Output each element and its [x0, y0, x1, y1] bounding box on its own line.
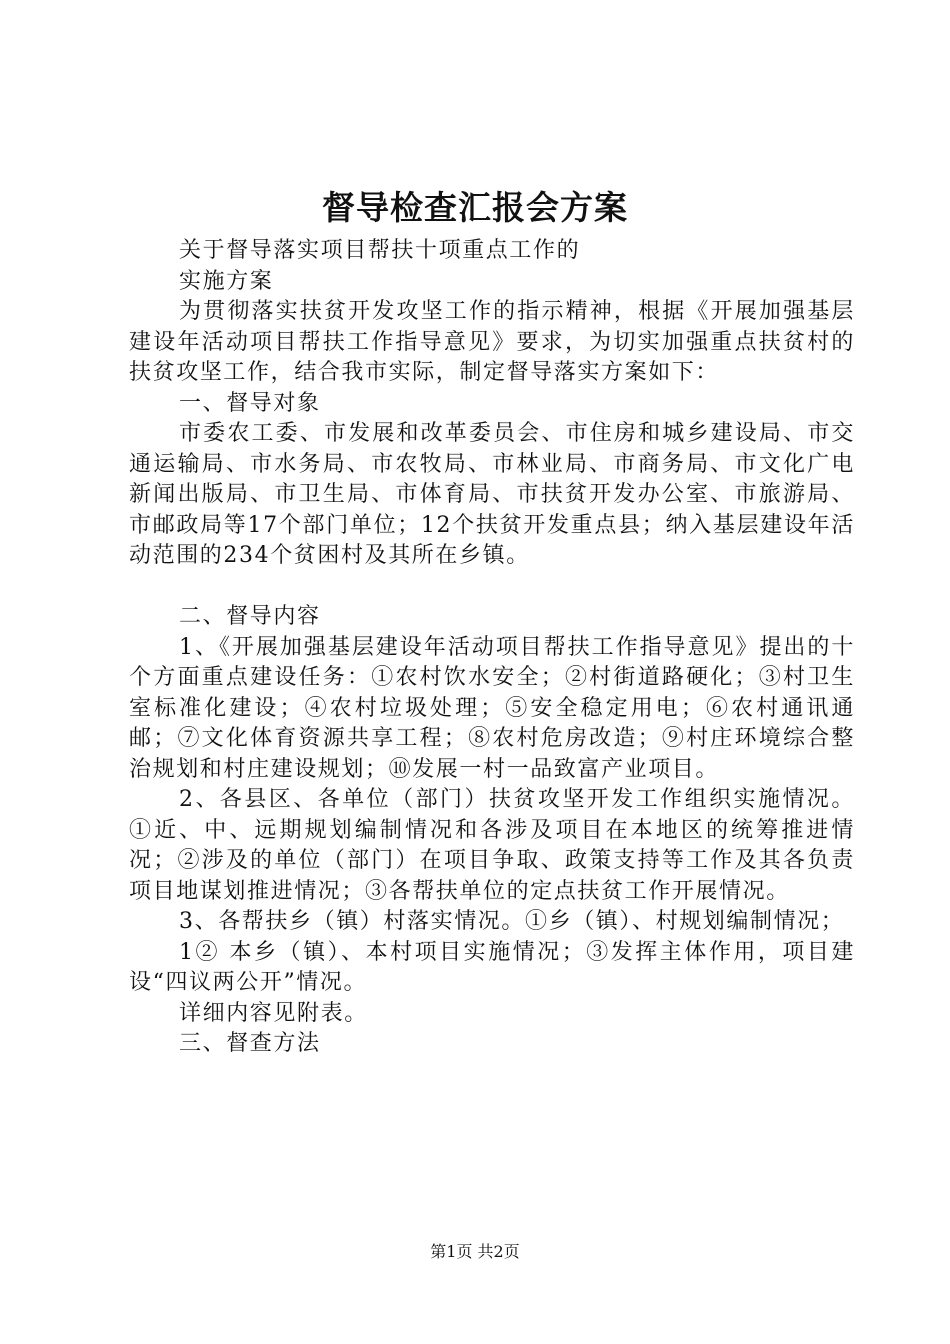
content-item-1: 1、《开展加强基层建设年活动项目帮扶工作指导意见》提出的十个方面重点建设任务：①农村饮水安全；②村街道路硬化；③村卫生室标准化建设；④农村垃圾处理；⑤安全稳定用电；⑥农村通讯通邮；⑦文化体育资源共享工程；⑧农村危房改造；⑨村庄环境综合整治规划和村庄建设规划；⑩发展一村一品致富产业项目。 — [129, 634, 855, 782]
subtitle-line-1: 关于督导落实项目帮扶十项重点工作的 — [179, 238, 581, 263]
document-body — [129, 236, 855, 1060]
paragraph-gap — [129, 572, 855, 603]
section-1-paragraph: 市委农工委、市发展和改革委员会、市住房和城乡建设局、市交通运输局、市水务局、市农牧局、市林业局、市商务局、市文化广电新闻出版局、市卫生局、市体育局、市扶贫开发办公室、市旅游局、市邮政局等17个部门单位；12个扶贫开发重点县；纳入基层建设年活动范围的234个贫困村及其所在乡镇。 — [129, 421, 855, 568]
page-footer: 第1页 共2页 — [430, 1242, 520, 1261]
content-item-3: 3、各帮扶乡（镇）村落实情况。①乡（镇）、村规划编制情况； — [179, 909, 845, 934]
content-item-2: 2、各县区、各单位（部门）扶贫攻坚开发工作组织实施情况。①近、中、远期规划编制情况和各涉及项目在本地区的统筹推进情况；②涉及的单位（部门）在项目争取、政策支持等工作及其各负责项目地谋划推进情况；③各帮扶单位的定点扶贫工作开展情况。 — [129, 787, 855, 904]
content-item-3-continued: 1② 本乡（镇）、本村项目实施情况；③发挥主体作用，项目建设“四议两公开”情况。 — [129, 939, 855, 995]
attachment-note: 详细内容见附表。 — [179, 1000, 368, 1026]
section-heading-1: 一、督导对象 — [179, 390, 321, 416]
intro-paragraph: 为贯彻落实扶贫开发攻坚工作的指示精神，根据《开展加强基层建设年活动项目帮扶工作指导意见》要求，为切实加强重点扶贫村的扶贫攻坚工作，结合我市实际，制定督导落实方案如下： — [129, 299, 855, 385]
section-heading-2: 二、督导内容 — [179, 604, 321, 629]
subtitle-line-2: 实施方案 — [179, 268, 274, 294]
section-heading-3: 三、督查方法 — [179, 1031, 321, 1056]
document-title: 督导检查汇报会方案 — [322, 188, 628, 227]
